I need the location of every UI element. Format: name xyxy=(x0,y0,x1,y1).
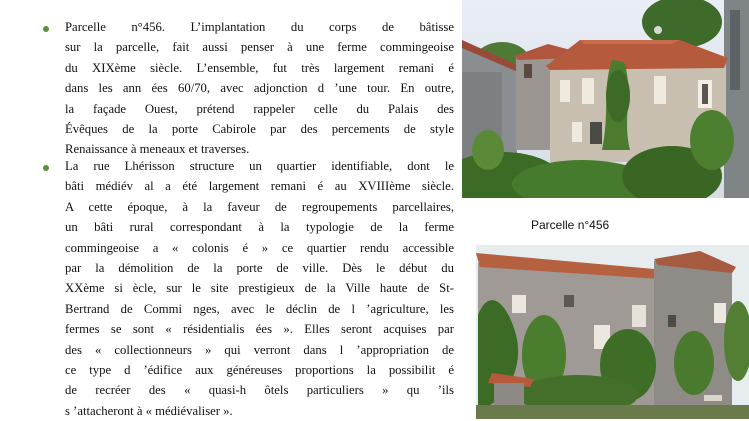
text-line: par la démolition de la porte de ville. Dès le début du xyxy=(65,261,454,276)
bullet-icon xyxy=(43,26,49,32)
paragraph-rue-lherisson xyxy=(65,156,454,421)
text-line: Bertrand de Commi nges, avec le déclin de l ’agriculture, les xyxy=(65,301,454,316)
text-line: Parcelle n°456. L’implantation du corps de bâtisse xyxy=(65,20,454,34)
text-line: sur la parcelle, fait aussi penser à une ferme commingeoise xyxy=(65,40,454,55)
photo-rue-lherisson-house xyxy=(468,245,749,419)
text-line: La rue Lhérisson structure un quartier identifiable, dont le xyxy=(65,159,454,173)
photo-parcelle-456 xyxy=(462,0,749,198)
text-line: commingeoise a « colonis é » ce quartier rendu accessible xyxy=(65,240,454,255)
photo-caption: Parcelle n°456 xyxy=(531,218,610,232)
text-line: A cette époque, à la faveur de regroupements parcellaires, xyxy=(65,199,454,214)
text-line: bâti médiév al a été largement remani é au XVIIIème siècle. xyxy=(65,179,454,194)
text-line: Renaissance à meneaux et traverses. xyxy=(65,142,250,157)
bullet-icon xyxy=(43,165,49,171)
text-line: XXème si ècle, sur le site prestigieux de la Ville haute de St- xyxy=(65,281,454,296)
text-line: la façade Ouest, prétend rappeler celle du Palais des xyxy=(65,101,454,116)
text-line: dans les ann ées 60/70, avec adjonction d ’une tour. En outre, xyxy=(65,81,454,96)
text-line: un bâti rural correspondant à la typologie de la ferme xyxy=(65,220,454,235)
text-line: fermes se sont « résidentialis ées ». Elles seront acquises par xyxy=(65,322,454,337)
text-line: s ’attacheront à « médiévaliser ». xyxy=(65,403,233,418)
text-line: ce type d ’édifice aux généreuses proportions la possibilit é xyxy=(65,363,454,378)
paragraph-parcelle-456 xyxy=(65,17,454,160)
text-line: des « collectionneurs » qui verront dans l ’appropriation de xyxy=(65,342,454,357)
text-line: Évêques de la porte Cabirole par des percements de style xyxy=(65,122,454,137)
text-line: de recréer des « quasi-h ôtels particuliers » qu ’ils xyxy=(65,383,454,398)
text-line: du XIXème siècle. L’ensemble, fut très largement remani é xyxy=(65,60,454,75)
